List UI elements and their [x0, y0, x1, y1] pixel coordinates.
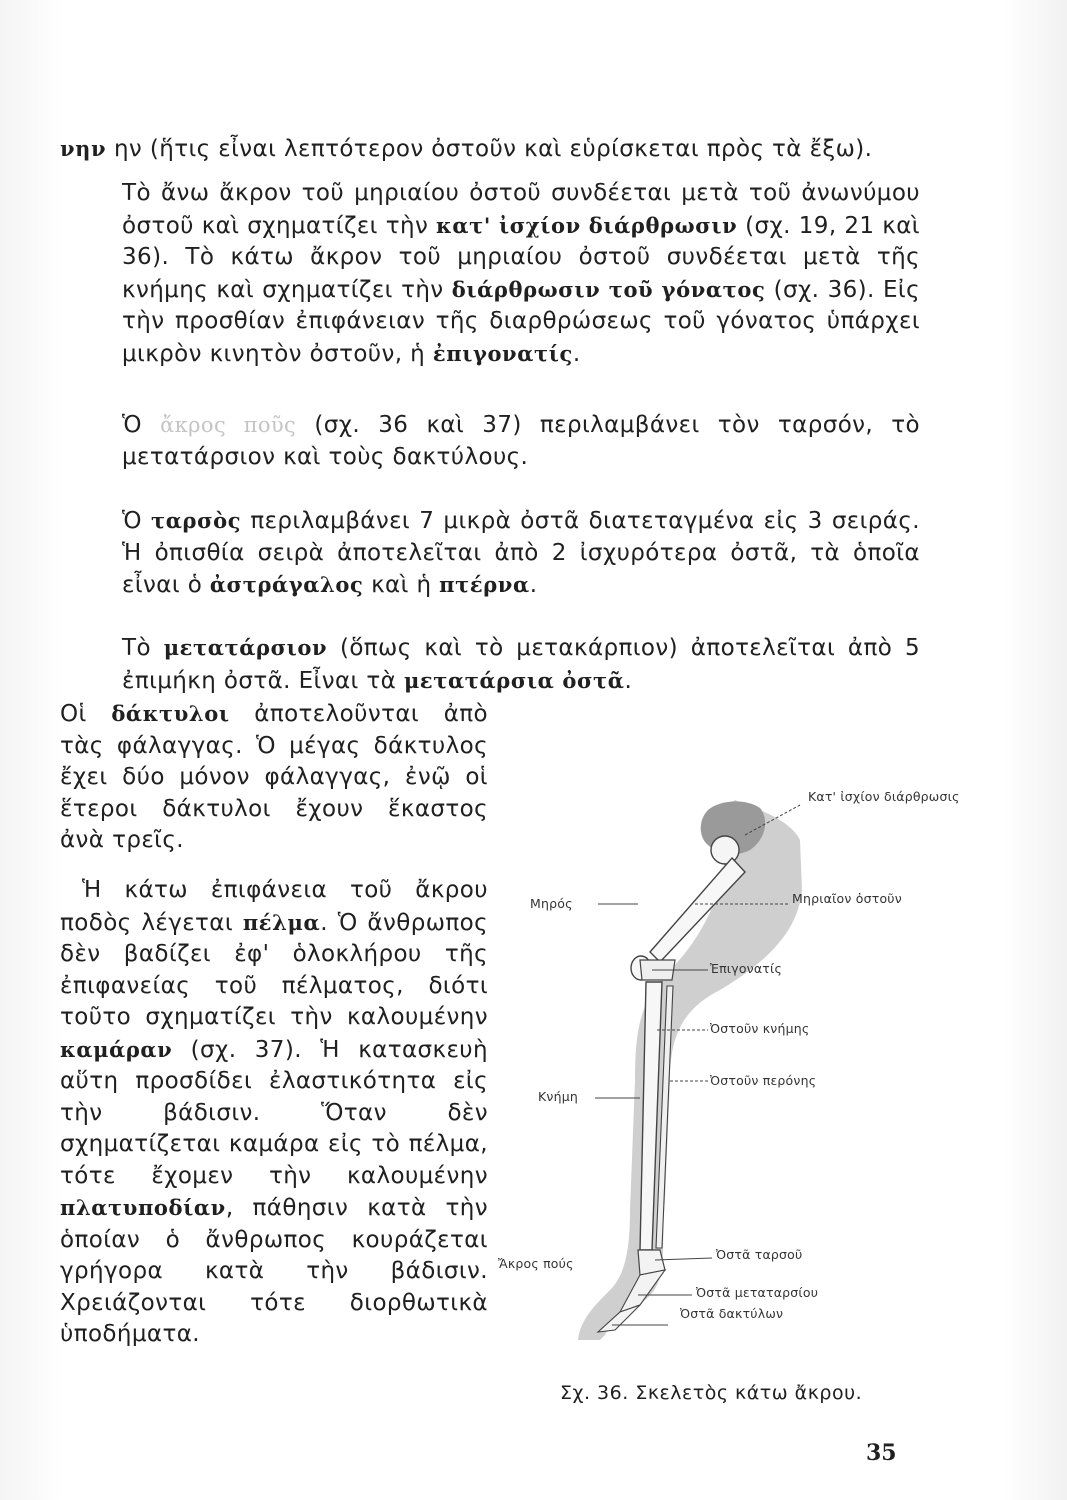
paragraph-6-text-2: ἀποτελοῦνται ἀπὸ τὰς φάλαγγας. Ὁ μέγας δάκτυλος ἔχει δύο μόνον φάλαγγας, ἐνῷ οἱ ἕτεροι δάκτυλοι ἔχουν ἕκαστος ἀνὰ τρεῖς.: [60, 701, 488, 853]
label-fibula: Ὀστοῦν περόνης: [710, 1073, 817, 1088]
label-phalanges: Ὀστᾶ δακτύλων: [680, 1306, 784, 1321]
label-tibia: Ὀστοῦν κνήμης: [710, 1021, 810, 1036]
paragraph-2-text-1: Τὸ ἄνω ἄκρον τοῦ μηριαίου ὀστοῦ συνδέεται μετὰ τοῦ ἀνωνύμου ὀστοῦ καὶ σχηματίζει τὴν: [122, 180, 920, 239]
label-shin: Κνήμη: [538, 1089, 578, 1104]
femoral-head: [711, 836, 739, 864]
paragraph-3-text-1: Ὁ: [122, 412, 161, 438]
term-flatfoot: πλατυποδίαν: [60, 1195, 226, 1220]
label-patella: Ἐπιγονατίς: [710, 961, 783, 976]
bold-term-continuation: νην: [60, 136, 107, 161]
paragraph-4-text-2: περιλαμβάνει 7 μικρὰ ὀστᾶ διατεταγμένα εἰς 3 σειράς. Ἡ ὀπισθία σειρὰ ἀποτελεῖται ἀπὸ 2 ἰσχυρότερα ὀστᾶ, τὰ ὁποῖα εἶναι ὁ: [122, 508, 920, 598]
term-tarsus: ταρσὸς: [151, 508, 242, 533]
label-hip-joint: Κατ' ἰσχίον διάρθρωσις: [808, 789, 960, 804]
paragraph-2-text-2: (σχ. 19, 21 καὶ 36). Τὸ κάτω ἄκρον τοῦ μηριαίου ὀστοῦ συνδέεται μετὰ τῆς κνήμης καὶ σχηματίζει τὴν: [122, 212, 920, 303]
term-metatarsus: μετατάρσιον: [163, 635, 328, 660]
paragraph-4: [60, 505, 920, 602]
paragraph-3-text-2: (σχ. 36 καὶ 37) περιλαμβάνει τὸν ταρσόν, τὸ μετατάρσιον καὶ τοὺς δακτύλους.: [122, 412, 920, 470]
paragraph-7: [60, 875, 488, 1351]
term-talus: ἀστράγαλος: [209, 572, 364, 597]
term-knee-joint: διάρθρωσιν τοῦ γόνατος: [451, 276, 766, 302]
paragraph-7-text-1: Ἡ κάτω ἐπιφάνεια τοῦ ἄκρου ποδὸς λέγεται: [60, 877, 488, 936]
paragraph-7-text-4: , πάθησιν κατὰ τὴν ὁποίαν ὁ ἄνθρωπος κουράζεται γρήγορα κατὰ τὴν βάδισιν. Χρειάζονται τότε διορθωτικὰ ὑποδήματα.: [60, 1195, 488, 1347]
term-metatarsal-bones: μετατάρσια ὀστᾶ: [403, 667, 625, 693]
paragraph-1-text: ην (ἥτις εἶναι λεπτότερον ὀστοῦν καὶ εὑρίσκεται πρὸς τὰ ἔξω).: [113, 136, 873, 162]
label-tarsal: Ὀστᾶ ταρσοῦ: [716, 1247, 803, 1262]
term-sole: πέλμα: [242, 909, 321, 935]
term-patella: ἐπιγονατίς: [432, 340, 573, 366]
paragraph-4-text-1: Ὁ: [122, 508, 152, 534]
paragraph-2-text-4: .: [572, 340, 581, 367]
label-femur: Μηριαῖον ὀστοῦν: [792, 891, 902, 906]
paragraph-6-text-1: Οἱ: [60, 701, 112, 727]
term-hip-joint: κατ' ἰσχίον διάρθρωσιν: [436, 212, 738, 238]
term-toes: δάκτυλοι: [111, 701, 230, 726]
paragraph-2-text-3: (σχ. 36). Εἰς τὴν προσθίαν ἐπιφάνειαν τῆς διαρθρώσεως τοῦ γόνατος ὑπάρχει μικρὸν κινητὸν ὀστοῦν, ἡ: [122, 276, 920, 367]
paragraph-5-text-1: Τὸ: [122, 635, 164, 661]
paragraph-5: [60, 632, 920, 697]
term-arch: καμάραν: [60, 1036, 173, 1062]
paragraph-5-text-2: (ὅπως καὶ τὸ μετακάρπιον) ἀποτελεῖται ἀπὸ 5 ἐπιμήκη ὀστᾶ. Εἶναι τὰ: [122, 635, 920, 694]
leader-tarsal: [655, 1258, 712, 1260]
paragraph-7-text-3: (σχ. 37). Ἡ κατασκευὴ αὕτη προσδίδει ἐλαστικότητα εἰς τὴν βάδισιν. Ὅταν δὲν σχηματίζεται καμάρα εἰς τὸ πέλμα, τότε ἔχομεν τὴν καλουμένην: [60, 1036, 488, 1189]
term-heel: πτέρνα: [439, 572, 530, 597]
paragraph-1: [60, 133, 920, 166]
paragraph-5-text-3: .: [624, 667, 633, 694]
label-foot: Ἄκρος πούς: [498, 1256, 574, 1271]
paragraph-4-text-4: .: [529, 572, 538, 598]
paragraph-6: [60, 698, 488, 857]
term-foot-faint: ἄκρος ποῦς: [160, 413, 297, 437]
figure-caption: Σχ. 36. Σκελετὸς κάτω ἄκρου.: [560, 1382, 863, 1404]
label-thigh: Μηρός: [530, 896, 573, 911]
label-metatarsal: Ὀστᾶ μεταταρσίου: [696, 1285, 819, 1300]
paragraph-2: [60, 178, 920, 370]
paragraph-7-text-2: . Ὁ ἄνθρωπος δὲν βαδίζει ἐφ' ὁλοκλήρου τῆς ἐπιφανείας τοῦ πέλματος, διότι τοῦτο σχηματίζει τὴν καλουμένην: [60, 909, 488, 1030]
paragraph-4-text-3: καὶ ἡ: [363, 572, 440, 598]
paragraph-3: [60, 410, 920, 473]
page-number: 35: [866, 1440, 897, 1466]
